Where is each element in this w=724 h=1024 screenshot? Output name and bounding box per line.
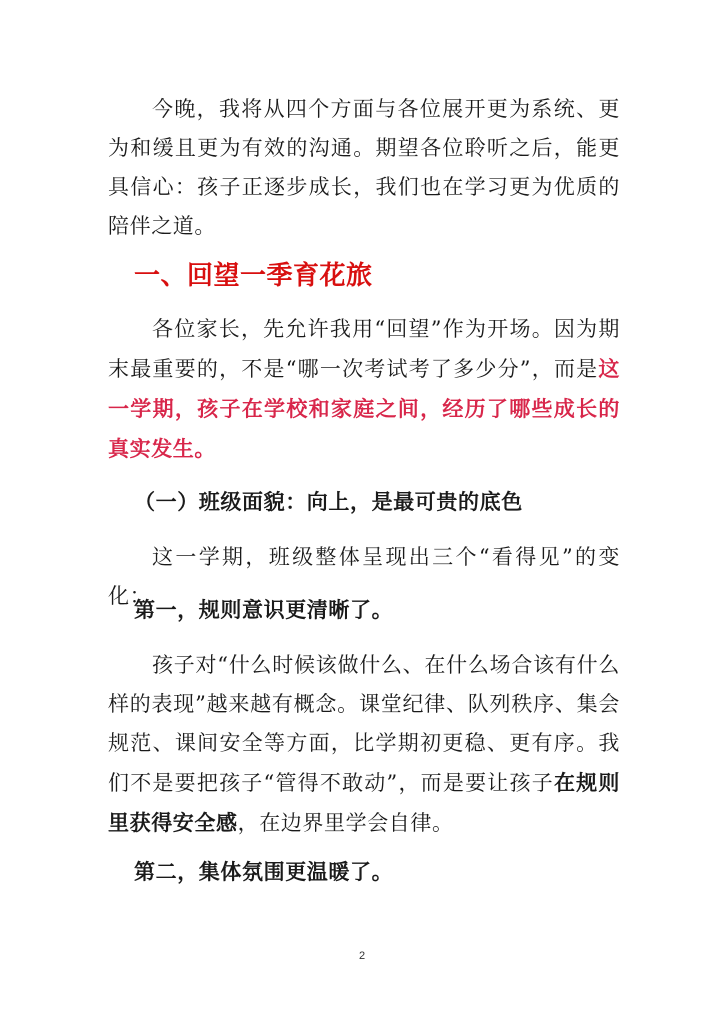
rules-paragraph-end: ，在边界里学会自律。 [237, 811, 454, 835]
review-paragraph [108, 310, 620, 469]
page-number: 2 [358, 950, 366, 962]
point-two-heading: 第二，集体氛围更温暖了。 [134, 859, 394, 884]
subsection-heading: （一）班级面貌：向上，是最可贵的底色 [134, 489, 523, 514]
changes-intro-paragraph: 这一学期，班级整体呈现出三个“看得见”的变化： [108, 545, 620, 608]
review-paragraph-text: 各位家长，先允许我用“回望”作为开场。因为期末最重要的，不是“哪一次考试考了多少分”，而是 [108, 317, 620, 381]
point-one-heading: 第一，规则意识更清晰了。 [134, 597, 394, 622]
rules-bold-text: 在规则里获得安全感 [108, 770, 620, 835]
section-heading: 一、回望一季育花旅 [134, 261, 373, 291]
rules-paragraph [108, 646, 620, 843]
rules-paragraph-text: 孩子对“什么时候该做什么、在什么场合该有什么样的表现”越来越有概念。课堂纪律、队列秩序、集会规范、课间安全等方面，比学期初更稳、更有序。我们不是要把孩子“管得不敢动”，而是要让孩子 [108, 653, 620, 795]
intro-paragraph: 今晚，我将从四个方面与各位展开更为系统、更为和缓且更为有效的沟通。期望各位聆听之后，能更具信心：孩子正逐步成长，我们也在学习更为优质的陪伴之道。 [108, 97, 620, 238]
review-highlight-text: 这一学期，孩子在学校和家庭之间，经历了哪些成长的真实发生。 [108, 356, 620, 461]
